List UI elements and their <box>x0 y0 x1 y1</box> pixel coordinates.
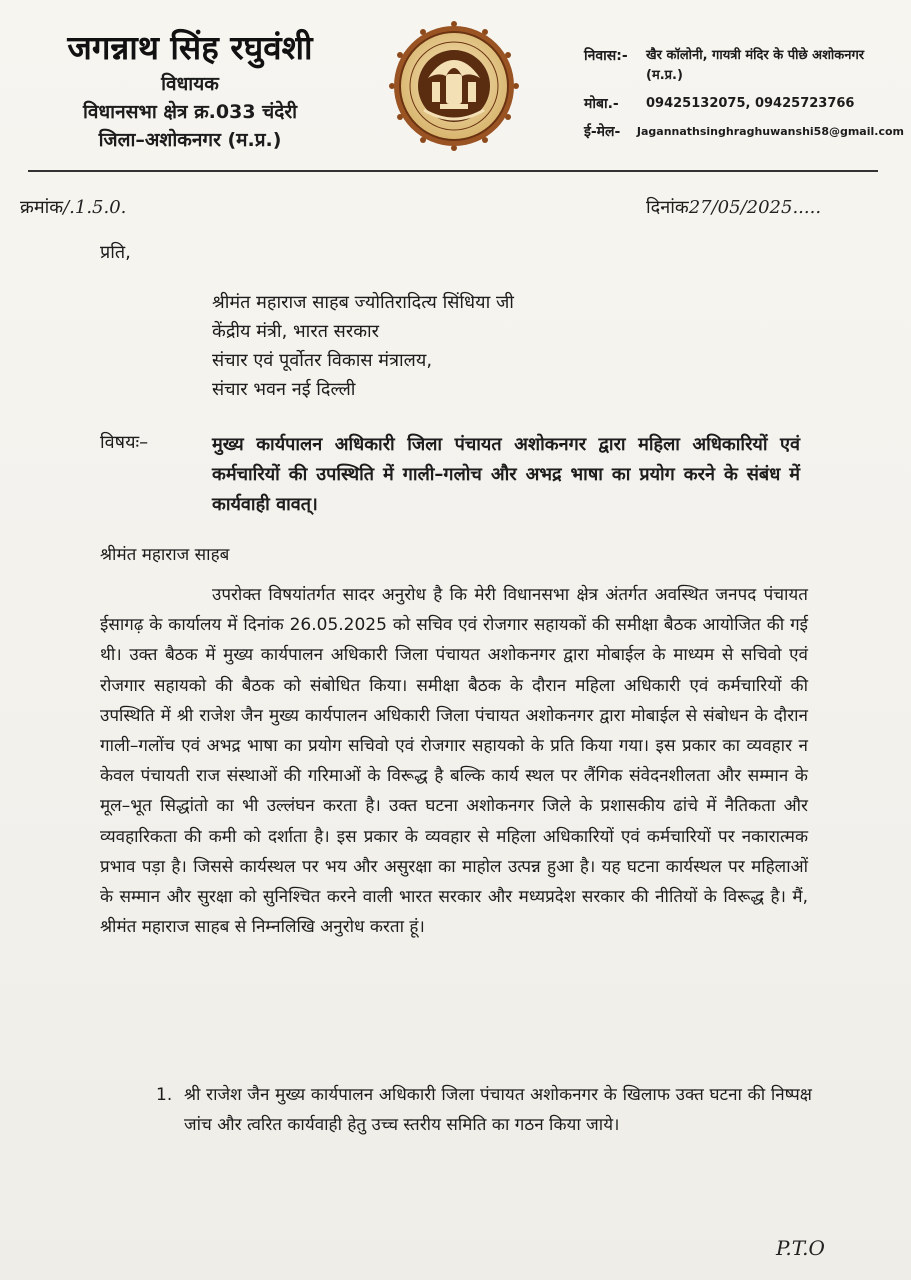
recipient-address <box>212 288 514 404</box>
date-label: दिनांक <box>646 197 689 218</box>
residence-label: निवास:- <box>584 48 628 64</box>
letterhead-contact <box>584 46 904 150</box>
sender-designation: विधायक <box>161 73 219 95</box>
point-number: 1. <box>156 1085 173 1105</box>
date-value: 27/05/2025..... <box>688 197 822 218</box>
mobile-row <box>584 94 904 114</box>
state-emblem-icon <box>388 20 520 152</box>
email-label: ई-मेल- <box>584 124 621 140</box>
address-line: संचार भवन नई दिल्ली <box>212 379 356 400</box>
request-point <box>156 1080 812 1140</box>
salutation: श्रीमंत महाराज साहब <box>100 545 230 565</box>
point-text: श्री राजेश जैन मुख्य कार्यपालन अधिकारी जिला पंचायत अशोकनगर के खिलाफ उक्त घटना की निष्पक्ष जांच और त्वरित कार्यवाही हेतु उच्च स्तरीय समिति का गठन किया जाये। <box>184 1085 812 1135</box>
recipient-prefix: प्रति, <box>100 242 131 263</box>
ref-value: /.1.5.0. <box>63 197 127 218</box>
subject-label: विषयः– <box>100 432 149 453</box>
address-line: केंद्रीय मंत्री, भारत सरकार <box>212 321 380 342</box>
sender-district: जिला–अशोकनगर (म.प्र.) <box>98 129 282 151</box>
email-value: Jagannathsinghraghuwanshi58@gmail.com <box>636 125 904 138</box>
reference-number <box>20 195 126 219</box>
ref-label: क्रमांक <box>20 197 64 218</box>
mobile-label: मोबा.- <box>584 96 619 112</box>
letterhead-sender <box>40 26 340 154</box>
sender-name: जगन्नाथ सिंह रघुवंशी <box>67 28 313 67</box>
letter-body: उपरोक्त विषयांतर्गत सादर अनुरोध है कि मेरी विधानसभा क्षेत्र अंतर्गत अवस्थित जनपद पंचायत ईसागढ़ के कार्यालय में दिनांक 26.05.2025 को सचिव एवं रोजगार सहायकों की समीक्षा बैठक आयोजित की गई थी। उक्त बैठक में मुख्य कार्यपालन अधिकारी जिला पंचायत अशोकनगर द्वारा मोबाईल के माध्यम से सचिवो एवं रोजगार सहायको की बैठक को संबोधित किया। समीक्षा बैठक के दौरान महिला अधिकारी एवं कर्मचारियों की उपस्थिति में श्री राजेश जैन मुख्य कार्यपालन अधिकारी जिला पंचायत अशोकनगर द्वारा मोबाईल से संबोधन के दौरान गाली–गलोंच एवं अभद्र भाषा का प्रयोग सचिवो एवं रोजगार सहायको के प्रति किया गया। इस प्रकार का व्यवहार न केवल पंचायती राज संस्थाओं की गरिमाओं के विरूद्ध है बल्कि कार्य स्थल पर लैंगिक संवेदनशीलता और सम्मान के मूल–भूत सिद्धांतो का भी उल्लंघन करता है। उक्त घटना अशोकनगर जिले के प्रशासकीय ढांचे में नैतिकता और व्यवहारिकता की कमी को दर्शाता है। इस प्रकार के व्यवहार से महिला अधिकारियों एवं कर्मचारियों पर नकारात्मक प्रभाव पड़ा है। जिससे कार्यस्थल पर भय और असुरक्षा का माहोल उत्पन्न हुआ है। यह घटना कार्यस्थल पर महिलाओं के सम्मान और सुरक्षा को सुनिश्चित करने वाली भारत सरकार और मध्यप्रदेश सरकार की नीतियों के विरूद्ध है। मैं, श्रीमंत महाराज साहब से निम्नलिखि अनुरोध करता हूं। <box>100 585 808 938</box>
subject-text: मुख्य कार्यपालन अधिकारी जिला पंचायत अशोकनगर द्वारा महिला अधिकारियों एवं कर्मचारियों की उपस्थिति में गाली–गलोच और अभद्र भाषा का प्रयोग करने के संबंध में कार्यवाही वावत्। <box>212 434 800 515</box>
pto-note: P.T.O <box>776 1236 825 1260</box>
mobile-value: 09425132075, 09425723766 <box>646 96 855 111</box>
address-line: श्रीमंत महाराज साहब ज्योतिरादित्य सिंधिया जी <box>212 292 514 313</box>
address-line: संचार एवं पूर्वोतर विकास मंत्रालय, <box>212 350 433 371</box>
email-row <box>584 122 904 142</box>
residence-value: खैर कॉलोनी, गायत्री मंदिर के पीछे अशोकनगर (म.प्र.) <box>646 48 865 83</box>
residence-row <box>584 46 904 86</box>
sender-constituency: विधानसभा क्षेत्र क्र.033 चंदेरी <box>82 101 298 123</box>
letterhead-divider <box>28 170 878 172</box>
letter-date <box>646 195 821 219</box>
